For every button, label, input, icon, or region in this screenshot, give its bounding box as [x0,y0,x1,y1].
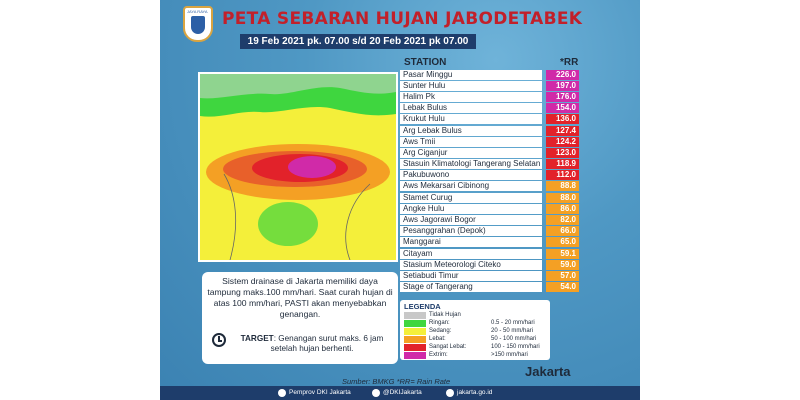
station-row [400,203,580,214]
station-row [400,147,580,158]
legend-item [404,327,550,335]
legend-swatch [404,312,426,319]
legend-item [404,335,550,343]
station-rr-value: 176.0 [546,92,579,102]
target-label: TARGET [240,334,274,343]
station-name: Stasium Meteorologi Citeko [400,260,542,270]
station-rr-value: 82.0 [546,215,579,225]
rainfall-map-svg [200,74,396,260]
rainfall-map [198,72,398,262]
source-note: Sumber: BMKG *RR= Rain Rate [342,377,451,386]
legend-label: Extrim: [429,352,448,358]
station-name: Stasuin Klimatologi Tangerang Selatan [400,159,542,169]
left-margin [0,0,160,400]
station-rr-value: 65.0 [546,237,579,247]
station-rr-value: 88.8 [546,181,579,191]
target-description: : Genangan surut maks. 6 jam setelah hujan berhenti. [270,334,384,353]
station-row [400,248,580,259]
station-row [400,114,580,125]
station-row [400,192,580,203]
station-name: Krukut Hulu [400,114,542,124]
station-rr-value: 66.0 [546,226,579,236]
legend-label: Ringan: [429,320,450,326]
station-rr-value: 54.0 [546,282,579,292]
legend-title: LEGENDA [404,302,441,311]
station-name: Arg Ciganjur [400,148,542,158]
station-row [400,270,580,281]
station-name: Manggarai [400,237,542,247]
social-icon [278,389,286,397]
poster-title: PETA SEBARAN HUJAN JABODETABEK [222,9,583,29]
dki-crest-logo: JAYA RAYA [183,6,213,42]
station-table [400,69,580,293]
target-text [232,334,392,354]
station-name: Setiabudi Timur [400,271,542,281]
station-rr-value: 127.4 [546,126,579,136]
legend-swatch [404,320,426,327]
legend-label: Sedang: [429,328,452,334]
infographic-poster [160,0,640,400]
station-row [400,170,580,181]
station-rr-value: 112.0 [546,170,579,180]
legend-range: 100 - 150 mm/hari [491,344,540,350]
legend-range: 20 - 50 mm/hari [491,328,534,334]
legend-range: >150 mm/hari [491,352,528,358]
station-row [400,103,580,114]
station-name: Pesanggrahan (Depok) [400,226,542,236]
legend-item [404,319,550,327]
station-name: Halim Pk [400,92,542,102]
station-row [400,282,580,293]
rr-header: *RR [560,57,579,68]
station-rr-value: 226.0 [546,70,579,80]
station-name: Citayam [400,249,542,259]
station-row [400,214,580,225]
station-name: Pasar Minggu [400,70,542,80]
legend-label: Sangat Lebat: [429,344,467,350]
legend-range: 0.5 - 20 mm/hari [491,320,535,326]
legend-item [404,311,550,319]
legend-label: Tidak Hujan [429,312,461,318]
station-name: Aws Tmii [400,137,542,147]
right-margin [640,0,800,400]
station-row [400,69,580,80]
station-name: Stamet Curug [400,193,542,203]
jakarta-logo: Jakarta [525,364,571,379]
legend-swatch [404,352,426,359]
legend-swatch [404,344,426,351]
station-name: Pakubuwono [400,170,542,180]
station-rr-value: 57.0 [546,271,579,281]
station-rr-value: 59.1 [546,249,579,259]
station-name: Angke Hulu [400,204,542,214]
station-rr-value: 197.0 [546,81,579,91]
footer-bar: Pemprov DKI Jakarta @DKIJakarta jakarta.go.id [160,386,640,400]
station-rr-value: 59.0 [546,260,579,270]
clock-icon [212,333,226,347]
station-row [400,136,580,147]
legend-swatch [404,336,426,343]
station-name: Arg Lebak Bulus [400,126,542,136]
drainage-info-text: Sistem drainase di Jakarta memiliki daya tampung maks.100 mm/hari. Saat curah hujan di atas 100 mm/hari, PASTI akan menyebabkan genangan. [207,276,393,319]
station-name: Stage of Tangerang [400,282,542,292]
station-row [400,159,580,170]
station-header: STATION [404,57,447,68]
legend-label: Lebat: [429,336,446,342]
map-extrim-zone [288,156,336,178]
station-rr-value: 154.0 [546,103,579,113]
drainage-info-box [202,272,398,364]
station-row [400,226,580,237]
web-icon [446,389,454,397]
station-rr-value: 118.9 [546,159,579,169]
station-name: Aws Jagorawi Bogor [400,215,542,225]
social-icon [372,389,380,397]
legend-swatch [404,328,426,335]
station-row [400,125,580,136]
map-south-ringan [258,202,318,246]
station-row [400,259,580,270]
station-rr-value: 86.0 [546,204,579,214]
legend-item [404,351,550,359]
station-rr-value: 88.0 [546,193,579,203]
station-row [400,91,580,102]
station-name: Aws Mekarsari Cibinong [400,181,542,191]
legend-item [404,343,550,351]
station-row [400,237,580,248]
station-rr-value: 124.2 [546,137,579,147]
station-row [400,181,580,192]
station-name: Sunter Hulu [400,81,542,91]
rain-legend [400,300,550,360]
date-range: 19 Feb 2021 pk. 07.00 s/d 20 Feb 2021 pk 07.00 [240,34,476,49]
station-rr-value: 136.0 [546,114,579,124]
station-name: Lebak Bulus [400,103,542,113]
station-rr-value: 123.0 [546,148,579,158]
legend-range: 50 - 100 mm/hari [491,336,537,342]
station-row [400,80,580,91]
